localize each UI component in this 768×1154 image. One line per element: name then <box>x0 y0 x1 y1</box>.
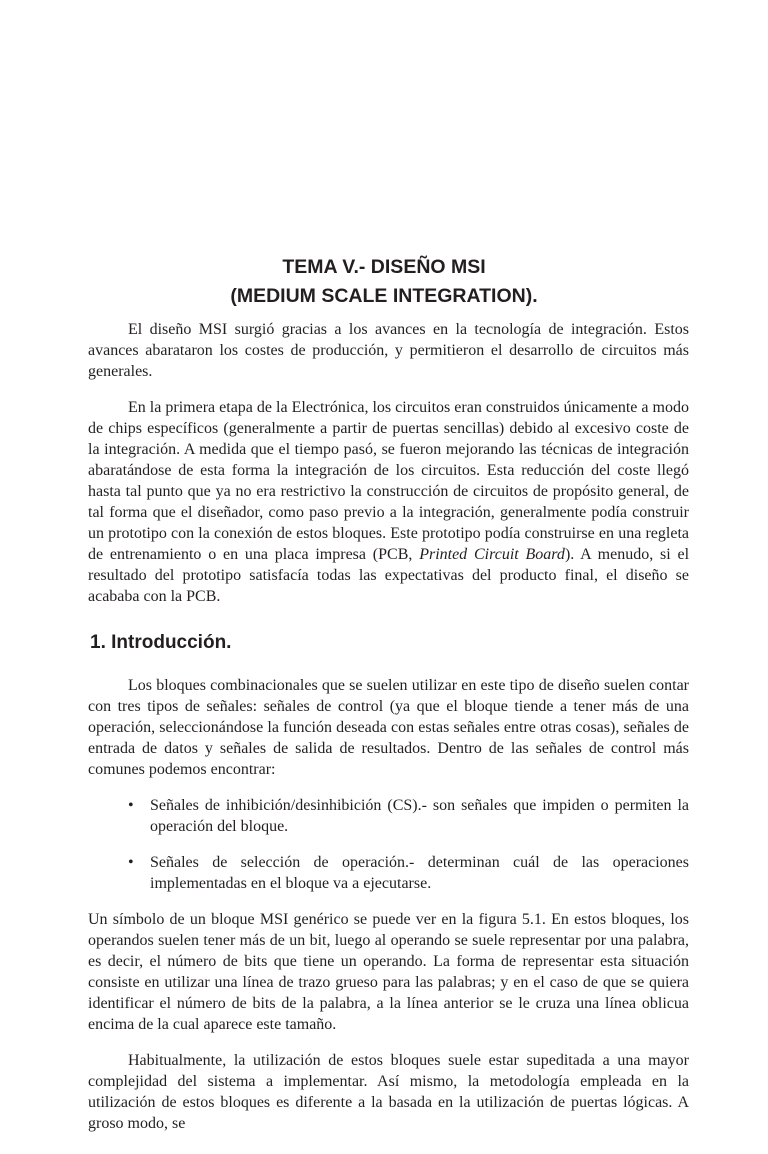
paragraph-history-end: ). A menudo, si el resultado del prototipo satisfacía todas las expectativas del producto final, el diseño se acababa con la PCB. <box>88 546 690 605</box>
paragraph-methodology: Habitualmente, la utilización de estos bloques suele estar supeditada a una mayor complejidad del sistema a implementar. Así mismo, la metodología empleada en la utilización de estos bloques es diferente a la basada en la utilización de puertas lógicas. A groso modo, se <box>88 1052 689 1132</box>
paragraph-history-text: En la primera etapa de la Electrónica, los circuitos eran construidos únicamente a modo de chips específicos (generalmente a partir de puertas sencillas) debido al excesivo coste de la integración. A medida que el tiempo pasó, se fueron mejorando las técnicas de integración abaratándose de esta forma la integración de los circuitos. Esta reducción del coste llegó hasta tal punto que ya no era restrictivo la construcción de circuitos de propósito general, de tal forma que el diseñador, como paso previo a la integración, generalmente podía construir un prototipo con la conexión de estos bloques. Este prototipo podía construirse en una regleta de entrenamiento o en una placa impresa (PCB, <box>88 399 689 563</box>
pcb-term: Printed Circuit Board <box>419 546 565 563</box>
section-heading: 1. Introducción. <box>90 632 232 653</box>
page-body <box>88 319 689 1154</box>
control-signals-list <box>128 795 689 894</box>
chapter-title-line2: (MEDIUM SCALE INTEGRATION). <box>230 285 538 307</box>
chapter-title-line1: TEMA V.- DISEÑO MSI <box>282 256 486 278</box>
paragraph-symbol: Un símbolo de un bloque MSI genérico se puede ver en la figura 5.1. En estos bloques, los operandos suelen tener más de un bit, luego al operando se suele representar por una palabra, es decir, el número de bits que tiene un operando. La forma de representar esta situación consiste en utilizar una línea de trazo grueso para las palabras; y en el caso de que se quiera identificar el número de bits de la palabra, a la línea anterior se le cruza una línea oblicua encima de la cual aparece este tamaño. <box>88 911 689 1033</box>
paragraph-intro: El diseño MSI surgió gracias a los avances en la tecnología de integración. Estos avances abarataron los costes de producción, y permitieron el desarrollo de circuitos más generales. <box>88 321 689 380</box>
list-item-text: Señales de inhibición/desinhibición (CS).- son señales que impiden o permiten la operación del bloque. <box>150 797 689 835</box>
list-item-text: Señales de selección de operación.- determinan cuál de las operaciones implementadas en el bloque va a ejecutarse. <box>150 854 689 892</box>
paragraph-history <box>88 397 689 607</box>
chapter-title <box>0 0 768 311</box>
list-item <box>128 852 689 894</box>
paragraph-signals: Los bloques combinacionales que se suelen utilizar en este tipo de diseño suelen contar con tres tipos de señales: señales de control (ya que el bloque tiende a tener más de una operación, seleccionándose la función deseada con estas señales entre otras cosas), señales de entrada de datos y señales de salida de resultados. Dentro de las señales de control más comunes podemos encontrar: <box>88 677 689 778</box>
bullet-icon: • <box>128 854 134 871</box>
bullet-icon: • <box>128 797 134 814</box>
list-item <box>128 795 689 837</box>
